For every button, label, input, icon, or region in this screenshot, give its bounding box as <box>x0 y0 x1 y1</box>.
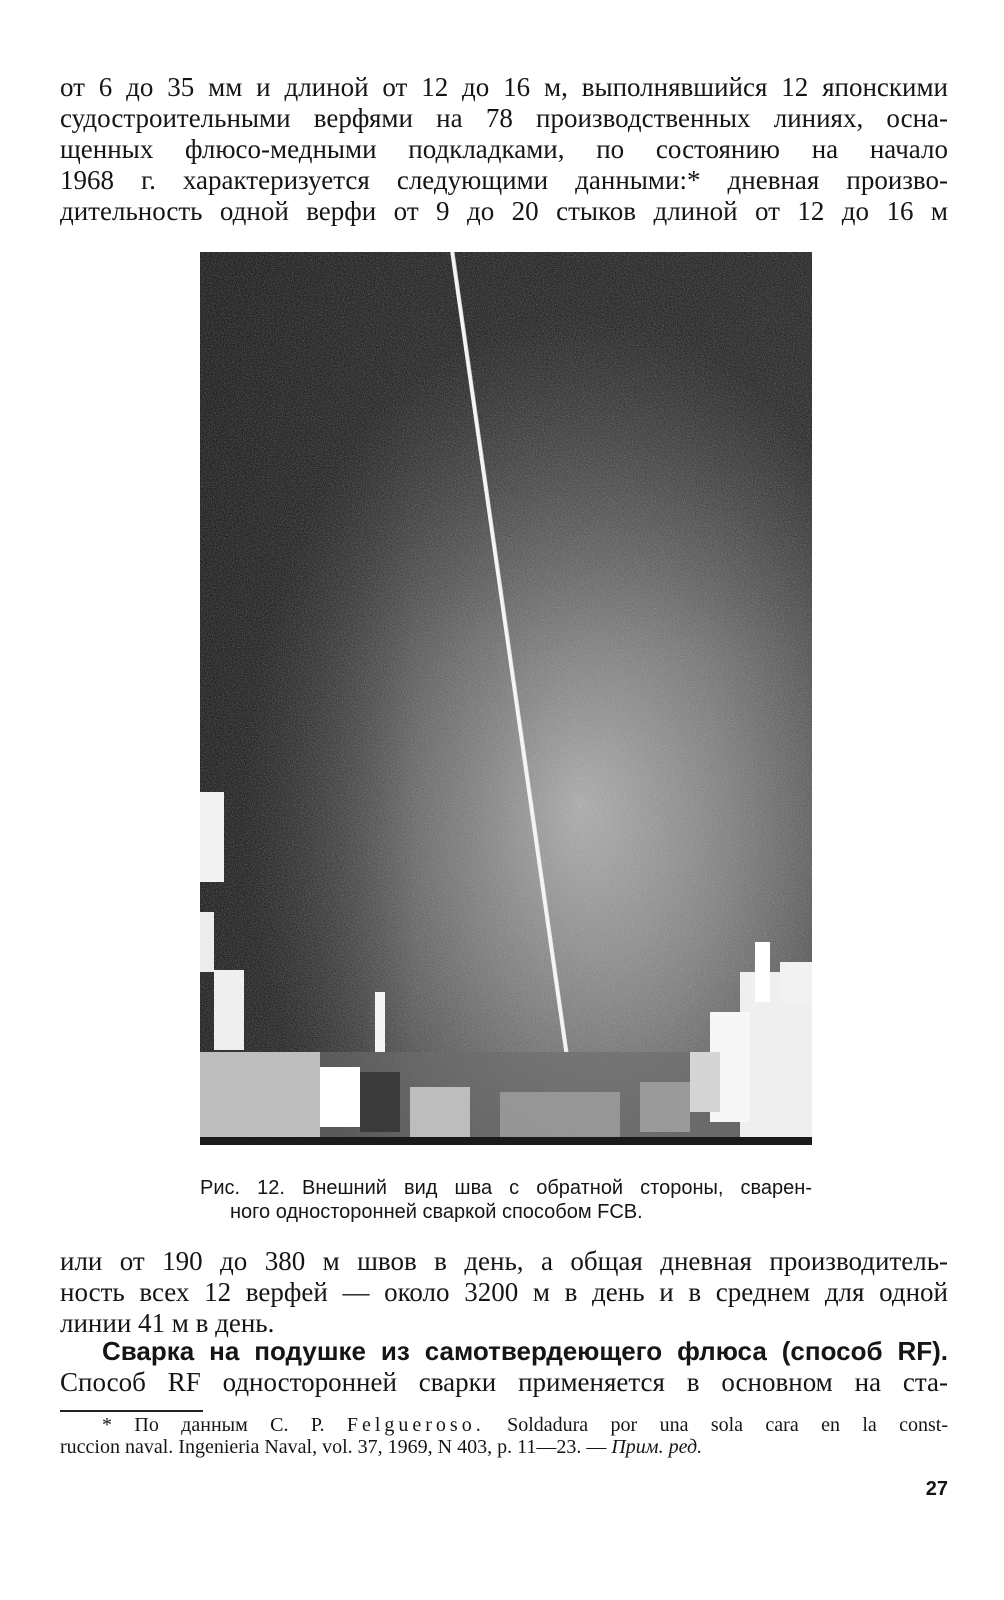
footnote-title: Soldadura por una sola cara en la const- <box>507 1414 949 1436</box>
figure-caption <box>200 1176 812 1224</box>
text-line: или от 190 до 380 м швов в день, а общая дневная производитель- <box>60 1246 948 1276</box>
section-heading: Сварка на подушке из самотвердеющего флюса (способ RF). <box>102 1336 948 1366</box>
footnote-line <box>60 1436 948 1458</box>
footnote-author: Felgueroso. <box>346 1414 485 1436</box>
page-number: 27 <box>925 1478 948 1500</box>
footnote-line <box>60 1414 948 1436</box>
text-line: судостроительными верфями на 78 производственных линиях, осна- <box>60 103 948 133</box>
caption-line: ного односторонней сваркой способом FCB. <box>230 1201 643 1223</box>
section-heading-line <box>60 1336 948 1367</box>
footnote-source: ruccion naval. Ingenieria Naval, vol. 37, 1969, N 403, p. 11—23. — <box>60 1436 607 1458</box>
text-line: ность всех 12 верфей — около 3200 м в день и в среднем для одной <box>60 1277 948 1307</box>
footnote <box>60 1414 948 1458</box>
text-line: линии 41 м в день. <box>60 1308 275 1338</box>
footnote-prefix: * По данным С. Р. <box>102 1414 325 1436</box>
section-text-line: Способ RF односторонней сварки применяется в основном на ста- <box>60 1367 948 1397</box>
top-paragraph <box>60 72 948 227</box>
text-line: щенных флюсо-медными подкладками, по состоянию на начало <box>60 134 948 164</box>
text-line: 1968 г. характеризуется следующими данными:* дневная произво- <box>60 165 948 195</box>
weld-seam-photo <box>200 252 812 1145</box>
footnote-divider <box>60 1410 203 1412</box>
text-line: от 6 до 35 мм и длиной от 12 до 16 м, выполнявшийся 12 японскими <box>60 72 948 102</box>
editor-note: Прим. ред. <box>611 1436 703 1458</box>
section-block <box>60 1336 948 1398</box>
caption-line: Рис. 12. Внешний вид шва с обратной стороны, сварен- <box>200 1177 812 1199</box>
photo-illustration <box>200 252 812 1145</box>
text-line: дительность одной верфи от 9 до 20 стыков длиной от 12 до 16 м <box>60 196 948 226</box>
continuation-paragraph <box>60 1246 948 1339</box>
